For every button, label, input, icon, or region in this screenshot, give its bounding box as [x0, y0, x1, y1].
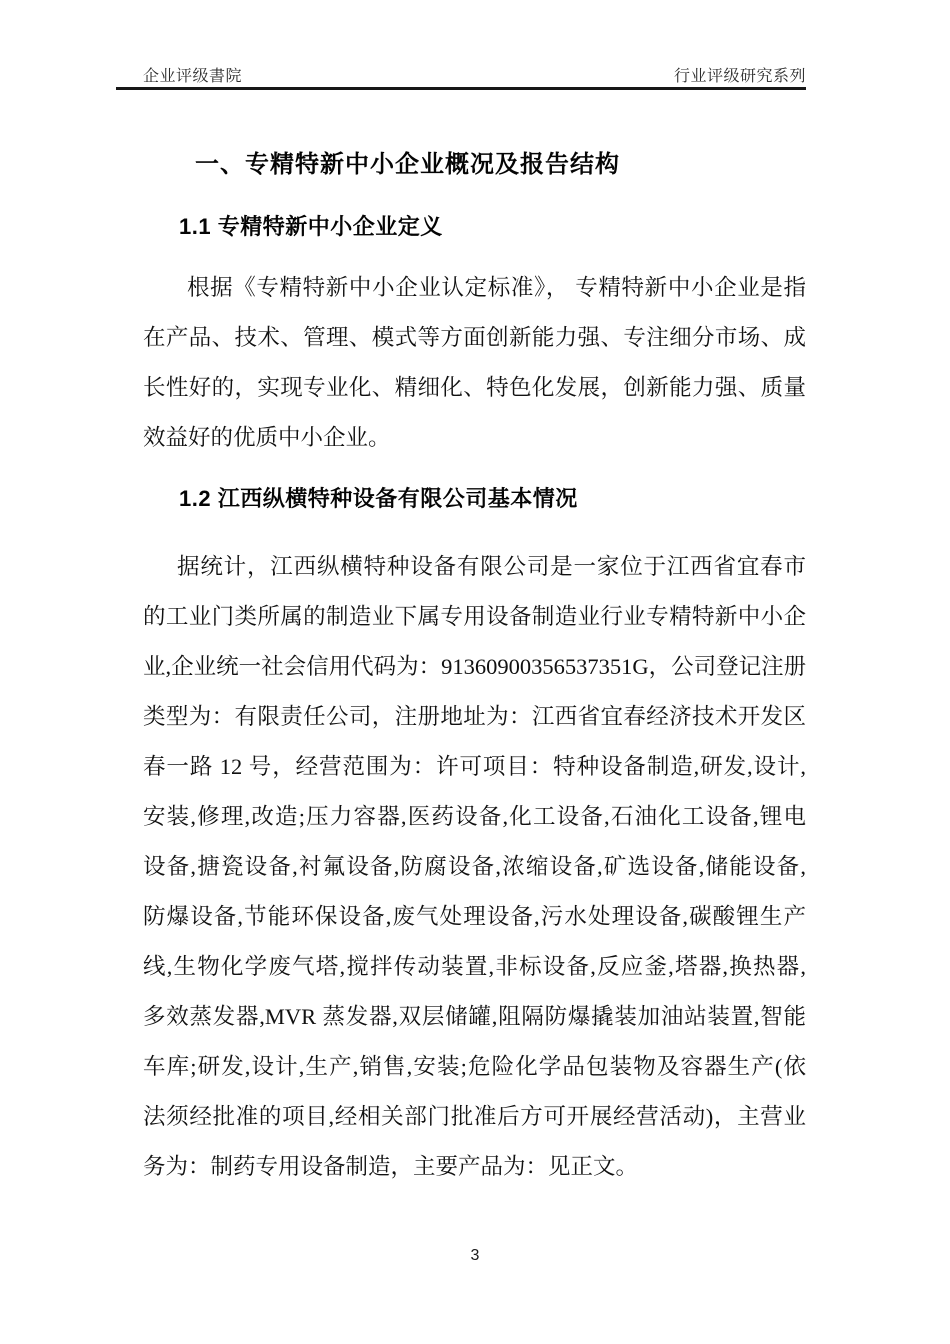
paragraph-definition	[143, 263, 806, 463]
paragraph-line: 车库;研发,设计,生产,销售,安装;危险化学品包装物及容器生产(依	[143, 1054, 806, 1079]
paragraph-company	[143, 542, 806, 1192]
paragraph-line: 效益好的优质中小企业。	[143, 425, 391, 450]
paragraph-line: 的工业门类所属的制造业下属专用设备制造业行业专精特新中小企	[143, 604, 806, 629]
paragraph-line: 春一路 12 号，经营范围为：许可项目：特种设备制造,研发,设计,	[143, 754, 806, 779]
paragraph-line: 长性好的，实现专业化、精细化、特色化发展，创新能力强、质量	[143, 375, 806, 400]
paragraph-line: 根据《专精特新中小企业认定标准》， 专精特新中小企业是指	[187, 275, 806, 300]
paragraph-line: 线,生物化学废气塔,搅拌传动装置,非标设备,反应釜,塔器,换热器,	[143, 954, 806, 979]
paragraph-line: 法须经批准的项目,经相关部门批准后方可开展经营活动)，主营业	[143, 1104, 806, 1129]
paragraph-line: 在产品、技术、管理、模式等方面创新能力强、专注细分市场、成	[143, 325, 806, 350]
paragraph-line: 设备,搪瓷设备,衬氟设备,防腐设备,浓缩设备,矿选设备,储能设备,	[143, 854, 806, 879]
paragraph-line: 务为：制药专用设备制造，主要产品为：见正文。	[143, 1154, 639, 1179]
section-heading-1-2: 1.2 江西纵横特种设备有限公司基本情况	[179, 486, 578, 511]
header-left-label: 企业评级書院	[143, 68, 243, 85]
paragraph-line: 据统计，江西纵横特种设备有限公司是一家位于江西省宜春市	[177, 554, 806, 579]
page-number: 3	[470, 1247, 480, 1264]
paragraph-line: 类型为：有限责任公司，注册地址为：江西省宜春经济技术开发区	[143, 704, 806, 729]
header-right-label: 行业评级研究系列	[673, 68, 806, 85]
header-divider	[116, 87, 806, 90]
paragraph-line: 业,企业统一社会信用代码为：91360900356537351G，公司登记注册	[143, 654, 807, 679]
paragraph-line: 多效蒸发器,MVR 蒸发器,双层储罐,阻隔防爆撬装加油站装置,智能	[143, 1004, 806, 1029]
main-heading: 一、专精特新中小企业概况及报告结构	[195, 151, 620, 178]
section-heading-1-1: 1.1 专精特新中小企业定义	[179, 214, 443, 239]
paragraph-line: 防爆设备,节能环保设备,废气处理设备,污水处理设备,碳酸锂生产	[143, 904, 806, 929]
page-header	[116, 58, 806, 86]
paragraph-line: 安装,修理,改造;压力容器,医药设备,化工设备,石油化工设备,锂电	[143, 804, 806, 829]
